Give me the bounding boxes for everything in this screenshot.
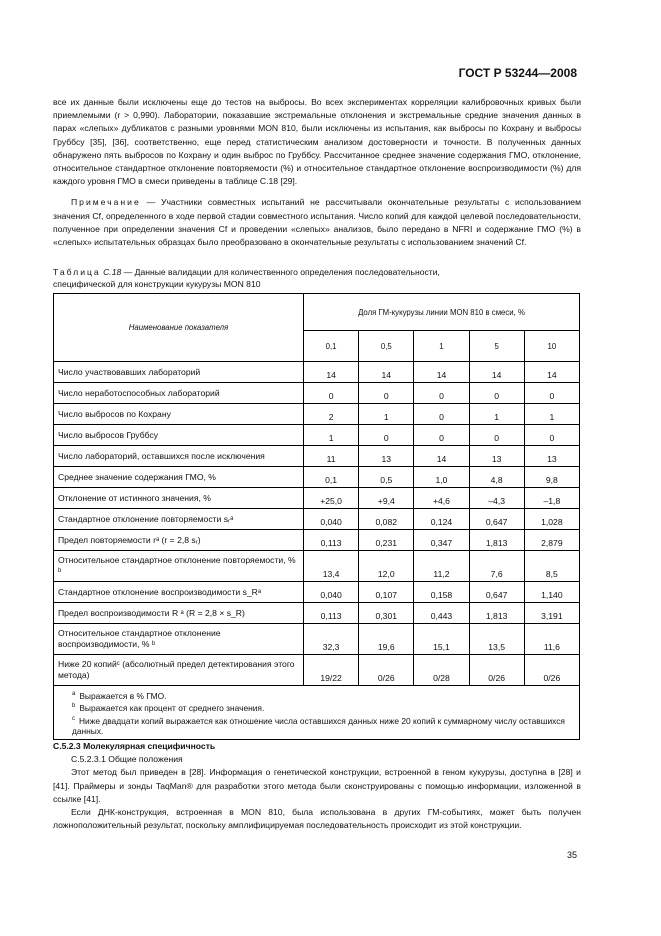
column-header-value: 1: [414, 331, 469, 362]
row-value: 0: [524, 425, 579, 446]
column-header-value: 0,1: [304, 331, 359, 362]
row-label: Относительное стандартное отклонение воспроизводимости, % ᵇ: [54, 624, 304, 655]
row-value: 1,140: [524, 582, 579, 603]
row-value: 0: [414, 404, 469, 425]
row-value: 0,1: [304, 467, 359, 488]
row-value: 14: [524, 362, 579, 383]
row-value: 0,231: [359, 530, 414, 551]
footnote-mark: b: [72, 703, 76, 710]
table-row: [54, 551, 580, 582]
footnote: [72, 689, 575, 701]
row-value: 0,107: [359, 582, 414, 603]
section-heading: С.5.2.3 Молекулярная специфичность: [53, 741, 216, 751]
row-value: 13: [524, 446, 579, 467]
note-paragraph: [53, 196, 581, 249]
table-caption-line1: — Данные валидации для количественного определения последовательности,: [123, 267, 440, 277]
table-row: [54, 404, 580, 425]
row-label: Предел воспроизводимости R ᵃ (R = 2,8 × s_R): [54, 603, 304, 624]
row-value: 0/26: [524, 655, 579, 686]
row-value: 1,813: [469, 603, 524, 624]
footnote-text: Ниже двадцати копий выражается как отношение числа оставшихся данных ниже 20 копий к суммарному числу оставшихся данных.: [72, 715, 565, 736]
section-subheading: С.5.2.3.1 Общие положения: [71, 754, 183, 765]
intro-paragraph: все их данные были исключены еще до тестов на выбросы. Во всех экспериментах корреляции калибровочных кривых были приемлемыми (r > 0,990). Лаборатории, показавшие экстремальные отклонения и экстремальные средние значения данных в парах «слепых» дубликатов с разными уровнями MON 810, были исключены из испытания, как выбросы по Кохрану и выбросы Груббсу [35], [36], соответственно, еще перед статистическим анализом достоверности и точности. В полученных данных обнаружено пять выбросов по Кохрану и один выброс по Груббсу. Рассчитанное среднее значение содержания ГМО, отклонение, относительное стандартное отклонение повторяемости (%) и относительное стандартное отклонение воспроизводимости (%) для каждого уровня ГМО в смеси приведены в таблице С.18 [29].: [53, 97, 581, 187]
column-header-value: 5: [469, 331, 524, 362]
row-value: 0,647: [469, 582, 524, 603]
row-label: Стандартное отклонение воспроизводимости s_Rᵃ: [54, 582, 304, 603]
table-row: [54, 530, 580, 551]
row-label: Предел повторяемости rᵃ (r = 2,8 sᵣ): [54, 530, 304, 551]
row-value: 0: [359, 425, 414, 446]
row-value: 11,6: [524, 624, 579, 655]
footnote-mark: a: [72, 691, 76, 697]
intro-text: [53, 96, 581, 249]
row-value: 15,1: [414, 624, 469, 655]
row-value: 0,647: [469, 509, 524, 530]
row-value: 4,8: [469, 467, 524, 488]
row-value: 14: [414, 362, 469, 383]
row-label: Число выбросов по Кохрану: [54, 404, 304, 425]
row-value: 0,301: [359, 603, 414, 624]
row-value: 0: [469, 383, 524, 404]
row-label: Отклонение от истинного значения, %: [54, 488, 304, 509]
page-number: 35: [566, 850, 577, 860]
column-header-group: Доля ГМ-кукурузы линии MON 810 в смеси, %: [304, 294, 580, 331]
row-value: 0: [469, 425, 524, 446]
row-value: 1: [359, 404, 414, 425]
document-header: ГОСТ Р 53244—2008: [458, 66, 577, 80]
row-value: 2,879: [524, 530, 579, 551]
row-value: 0: [359, 383, 414, 404]
column-header-value: 0,5: [359, 331, 414, 362]
row-value: 0,040: [304, 509, 359, 530]
row-value: 14: [304, 362, 359, 383]
table-row: [54, 582, 580, 603]
row-value: 13,5: [469, 624, 524, 655]
footnote: [72, 701, 575, 713]
table-row: [54, 467, 580, 488]
table-row: [54, 624, 580, 655]
row-value: 32,3: [304, 624, 359, 655]
section-paragraph: Этот метод был приведен в [28]. Информация о генетической конструкции, встроенной в геном кукурузы, доступна в [28] и [41]. Праймеры и зонды TaqMan® для разработки этого метода были сконструированы с помощью информации, изложенной в ссылке [41].: [53, 767, 581, 804]
row-value: 0,113: [304, 530, 359, 551]
table-header-row: [54, 294, 580, 331]
table-row: [54, 383, 580, 404]
row-value: 0: [414, 383, 469, 404]
row-value: 1: [524, 404, 579, 425]
row-label: Число участвовавших лабораторий: [54, 362, 304, 383]
row-value: 8,5: [524, 551, 579, 582]
row-value: 12,0: [359, 551, 414, 582]
row-value: 0,347: [414, 530, 469, 551]
column-header-name: Наименование показателя: [54, 294, 304, 362]
table-row: [54, 446, 580, 467]
table-caption-number: С.18: [103, 267, 122, 277]
row-value: 13,4: [304, 551, 359, 582]
row-value: 0,158: [414, 582, 469, 603]
row-label: Среднее значение содержания ГМО, %: [54, 467, 304, 488]
table-caption-line2: специфической для конструкции кукурузы MON 810: [53, 279, 261, 290]
row-value: 11,2: [414, 551, 469, 582]
row-value: 14: [414, 446, 469, 467]
row-value: 0/26: [359, 655, 414, 686]
row-value: 0/28: [414, 655, 469, 686]
row-value: 0,113: [304, 603, 359, 624]
row-value: 13: [359, 446, 414, 467]
row-value: 1,028: [524, 509, 579, 530]
row-value: 0/26: [469, 655, 524, 686]
row-value: 2: [304, 404, 359, 425]
row-value: +25,0: [304, 488, 359, 509]
row-value: 13: [469, 446, 524, 467]
footnote-mark: c: [72, 715, 75, 722]
table-row: [54, 425, 580, 446]
table-row: [54, 488, 580, 509]
table-footnotes: [54, 686, 580, 740]
section-block: [53, 740, 581, 832]
row-value: 0,443: [414, 603, 469, 624]
row-value: +4,6: [414, 488, 469, 509]
row-value: 1: [304, 425, 359, 446]
row-label: Число лабораторий, оставшихся после исключения: [54, 446, 304, 467]
row-value: 0: [304, 383, 359, 404]
row-value: 19/22: [304, 655, 359, 686]
row-label: Число неработоспособных лабораторий: [54, 383, 304, 404]
row-value: 1: [469, 404, 524, 425]
row-value: 14: [469, 362, 524, 383]
row-value: 0: [414, 425, 469, 446]
row-label: Относительное стандартное отклонение повторяемости, % ᵇ: [54, 551, 304, 582]
row-value: +9,4: [359, 488, 414, 509]
row-value: 9,8: [524, 467, 579, 488]
row-value: 1,813: [469, 530, 524, 551]
row-value: –4,3: [469, 488, 524, 509]
table-caption: [53, 266, 581, 291]
table-row: [54, 362, 580, 383]
row-value: 0,040: [304, 582, 359, 603]
footnote: [72, 714, 575, 737]
row-value: 0,124: [414, 509, 469, 530]
row-value: 0,082: [359, 509, 414, 530]
note-text: — Участники совместных испытаний не рассчитывали окончательные результаты с использованием значения Cf, определенного в ходе первой стадии совместного испытания. Число копий для каждой целевой последовательности, полученное при определении значения Cf и проведении «слепых» анализов, было передано в NFRI и содержание ГМО (%) в «слепых» испытательных образцах было преобразовано в окончательные результаты с использованием значений Cf.: [53, 197, 581, 248]
row-label: Стандартное отклонение повторяемости sᵣᵃ: [54, 509, 304, 530]
row-value: –1,8: [524, 488, 579, 509]
validation-table: [53, 293, 580, 740]
table-row: [54, 603, 580, 624]
row-value: 14: [359, 362, 414, 383]
row-value: 11: [304, 446, 359, 467]
footnote-text: Выражается как процент от среднего значения.: [79, 703, 265, 714]
row-label: Ниже 20 копийᶜ (абсолютный предел детектирования этого метода): [54, 655, 304, 686]
footnote-text: Выражается в % ГМО.: [79, 690, 167, 701]
footnotes-row: [54, 686, 580, 740]
row-value: 0,5: [359, 467, 414, 488]
table-row: [54, 509, 580, 530]
row-value: 1,0: [414, 467, 469, 488]
row-value: 0: [524, 383, 579, 404]
note-label: Примечание: [71, 197, 141, 208]
row-value: 7,6: [469, 551, 524, 582]
table-row: [54, 655, 580, 686]
section-paragraph: Если ДНК-конструкция, встроенная в MON 810, была использована в других ГМ-событиях, может быть получен ложноположительный результат, поскольку амплифицируемая последовательность происходит из этой конструкции.: [53, 807, 581, 831]
row-value: 3,191: [524, 603, 579, 624]
table-caption-label: Таблица: [53, 267, 101, 277]
row-value: 19,6: [359, 624, 414, 655]
row-label: Число выбросов Груббсу: [54, 425, 304, 446]
column-header-value: 10: [524, 331, 579, 362]
